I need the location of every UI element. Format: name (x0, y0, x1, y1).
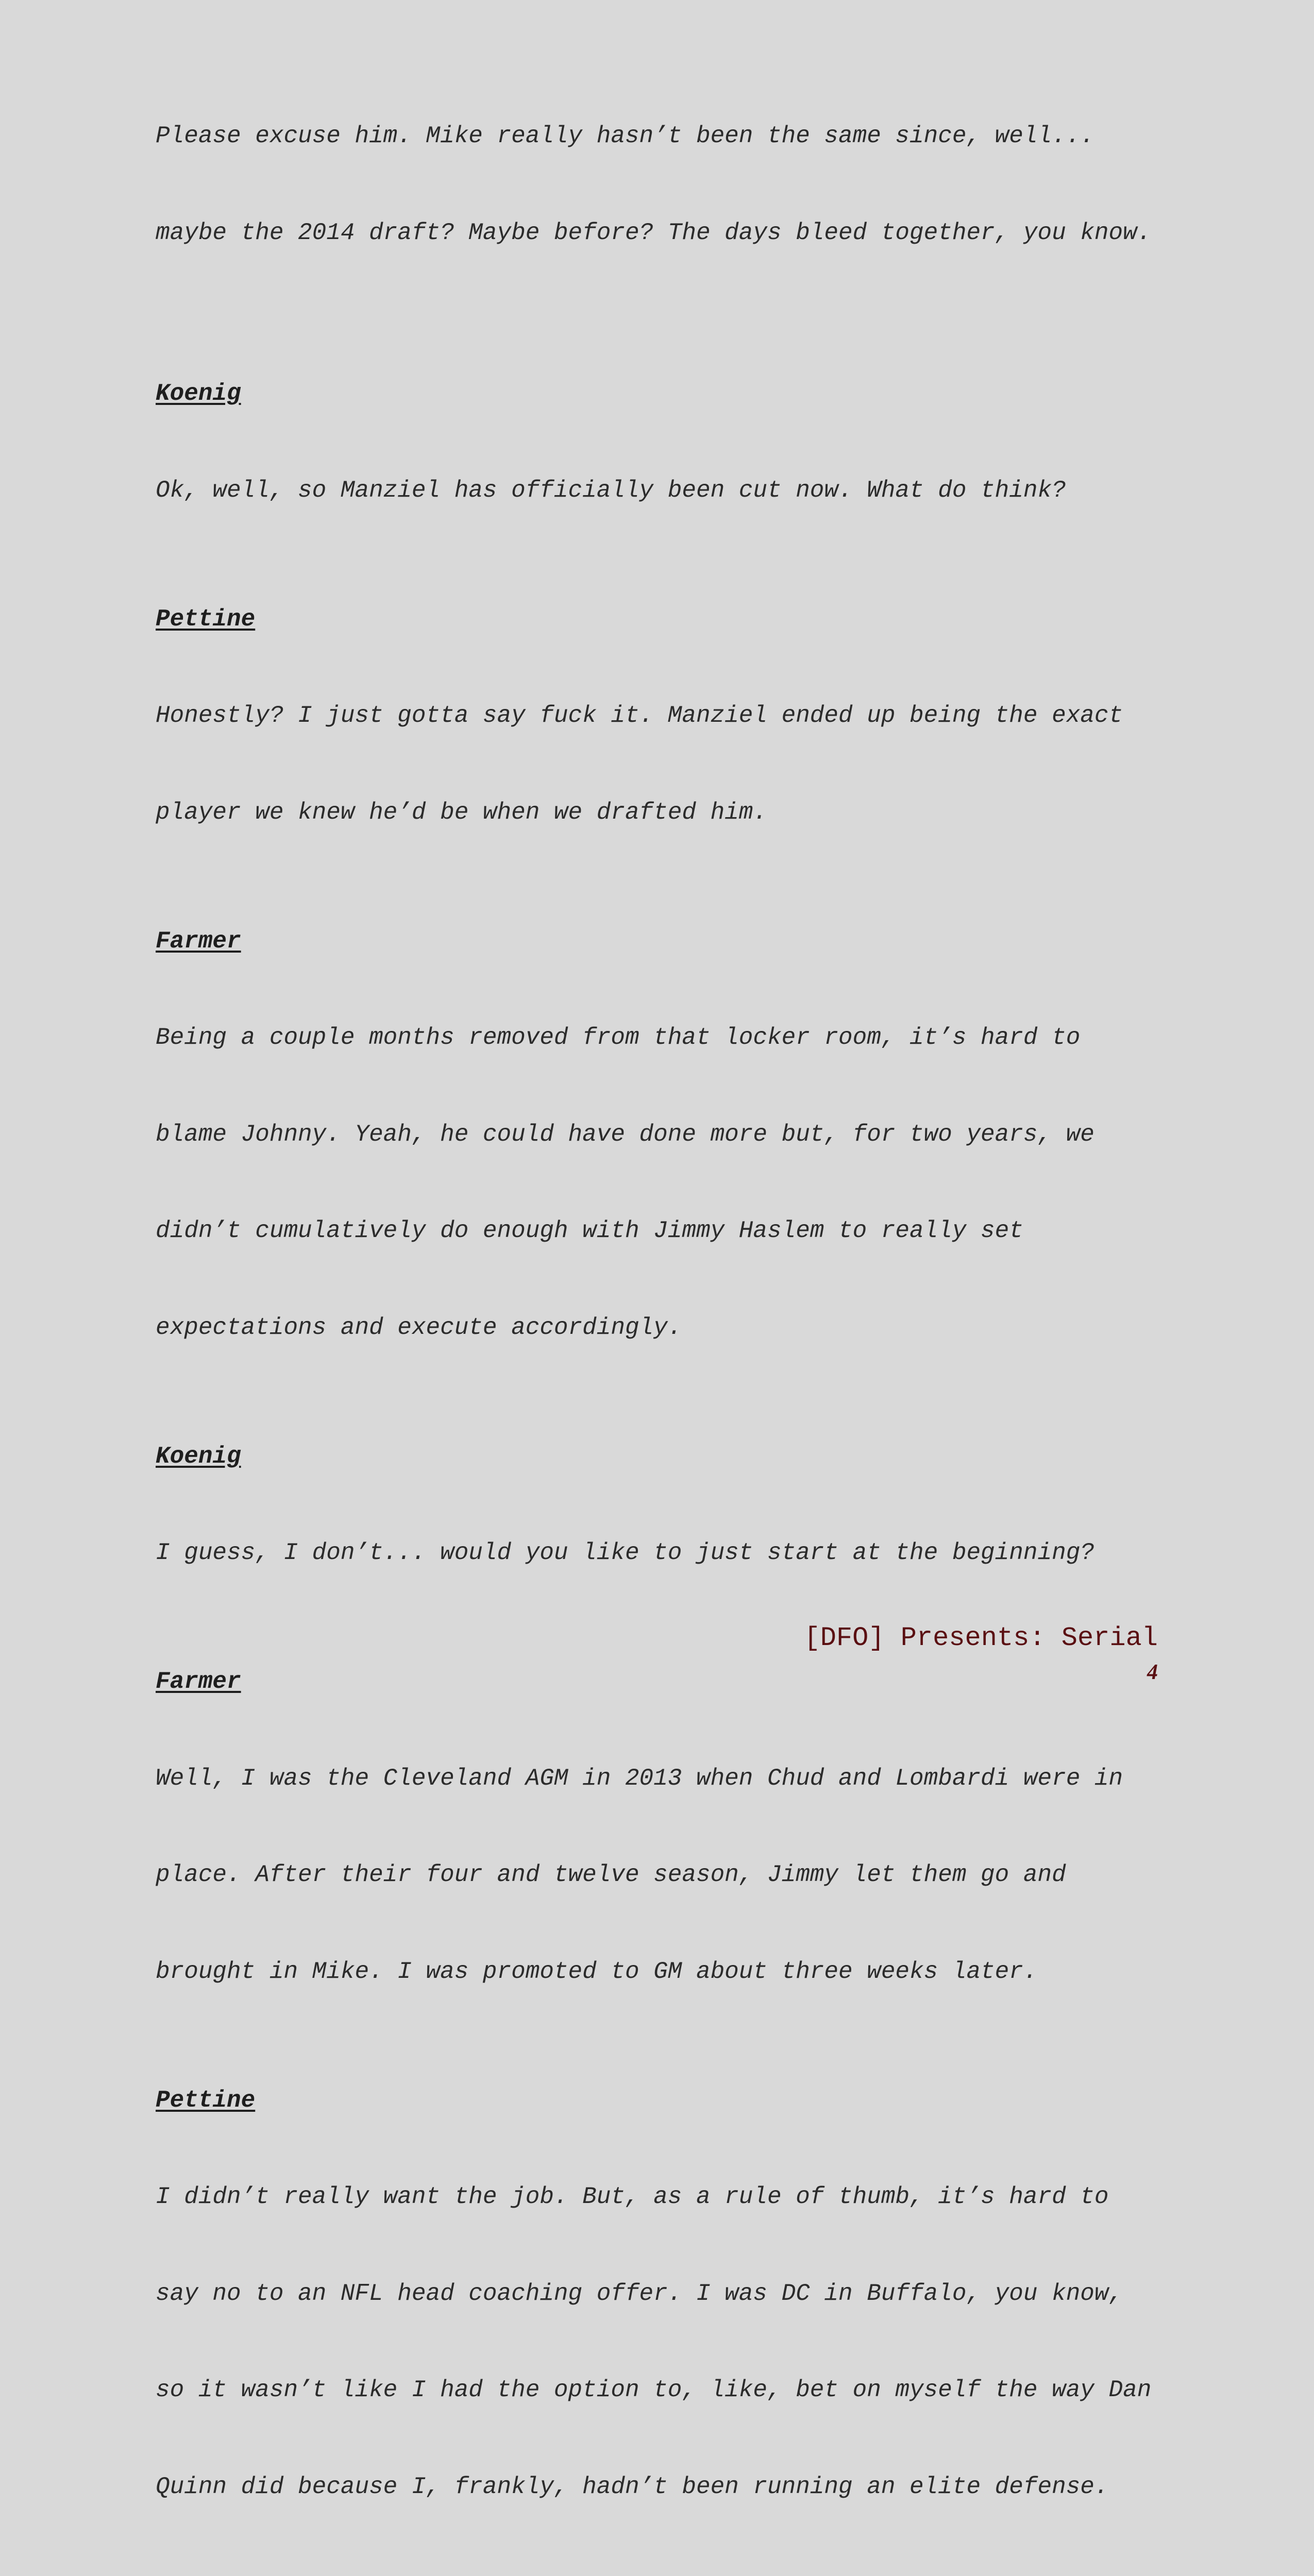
speaker-name: Koenig (156, 380, 241, 407)
dialogue-line: player we knew he’d be when we drafted him. (156, 799, 767, 826)
dialogue-line: blame Johnny. Yeah, he could have done more but, for two years, we (156, 1121, 1094, 1148)
speaker-name: Koenig (156, 1443, 241, 1470)
dialogue-line: so it wasn’t like I had the option to, like, bet on myself the way Dan (156, 2377, 1152, 2403)
intro-paragraph (156, 56, 1186, 313)
intro-line: Please excuse him. Mike really hasn’t been the same since, well... (156, 123, 1094, 149)
speaker-name: Farmer (156, 927, 241, 955)
dialogue-block (156, 1666, 1186, 2052)
transcript-body (156, 56, 1186, 2576)
intro-line: maybe the 2014 draft? Maybe before? The days bleed together, you know. (156, 219, 1152, 246)
dialogue-block (156, 1440, 1186, 1634)
dialogue-text (156, 635, 1186, 893)
dialogue-line: expectations and execute accordingly. (156, 1314, 682, 1341)
dialogue-line: Ok, well, so Manziel has officially been cut now. What do think? (156, 477, 1066, 504)
dialogue-line: Honestly? I just gotta say fuck it. Manziel ended up being the exact (156, 702, 1123, 729)
dialogue-line: I guess, I don’t... would you like to just start at the beginning? (156, 1539, 1094, 1566)
dialogue-line: place. After their four and twelve season, Jimmy let them go and (156, 1861, 1066, 1888)
dialogue-block (156, 378, 1186, 571)
dialogue-block (156, 2084, 1186, 2568)
speaker-name: Pettine (156, 605, 256, 633)
dialogue-line: Quinn did because I, frankly, hadn’t been running an elite defense. (156, 2473, 1109, 2500)
dialogue-block (156, 925, 1186, 1409)
page-number: 4 (1147, 1660, 1158, 1684)
dialogue-line: Well, I was the Cleveland AGM in 2013 when Chud and Lombardi were in (156, 1765, 1123, 1792)
speaker-name: Pettine (156, 2087, 256, 2114)
dialogue-line: Being a couple months removed from that locker room, it’s hard to (156, 1024, 1081, 1051)
dialogue-line: say no to an NFL head coaching offer. I was DC in Buffalo, you know, (156, 2280, 1123, 2307)
dialogue-line: brought in Mike. I was promoted to GM about three weeks later. (156, 1958, 1038, 1985)
speaker-name: Farmer (156, 1668, 241, 1695)
dialogue-text (156, 957, 1186, 1408)
dialogue-text (156, 1472, 1186, 1634)
footer-series-title: [DFO] Presents: Serial (804, 1623, 1158, 1653)
dialogue-block (156, 603, 1186, 893)
dialogue-text (156, 1698, 1186, 2053)
dialogue-line: didn’t cumulatively do enough with Jimmy Haslem to really set (156, 1217, 1023, 1244)
dialogue-text (156, 410, 1186, 571)
dialogue-line: I didn’t really want the job. But, as a rule of thumb, it’s hard to (156, 2183, 1109, 2210)
dialogue-text (156, 2116, 1186, 2567)
